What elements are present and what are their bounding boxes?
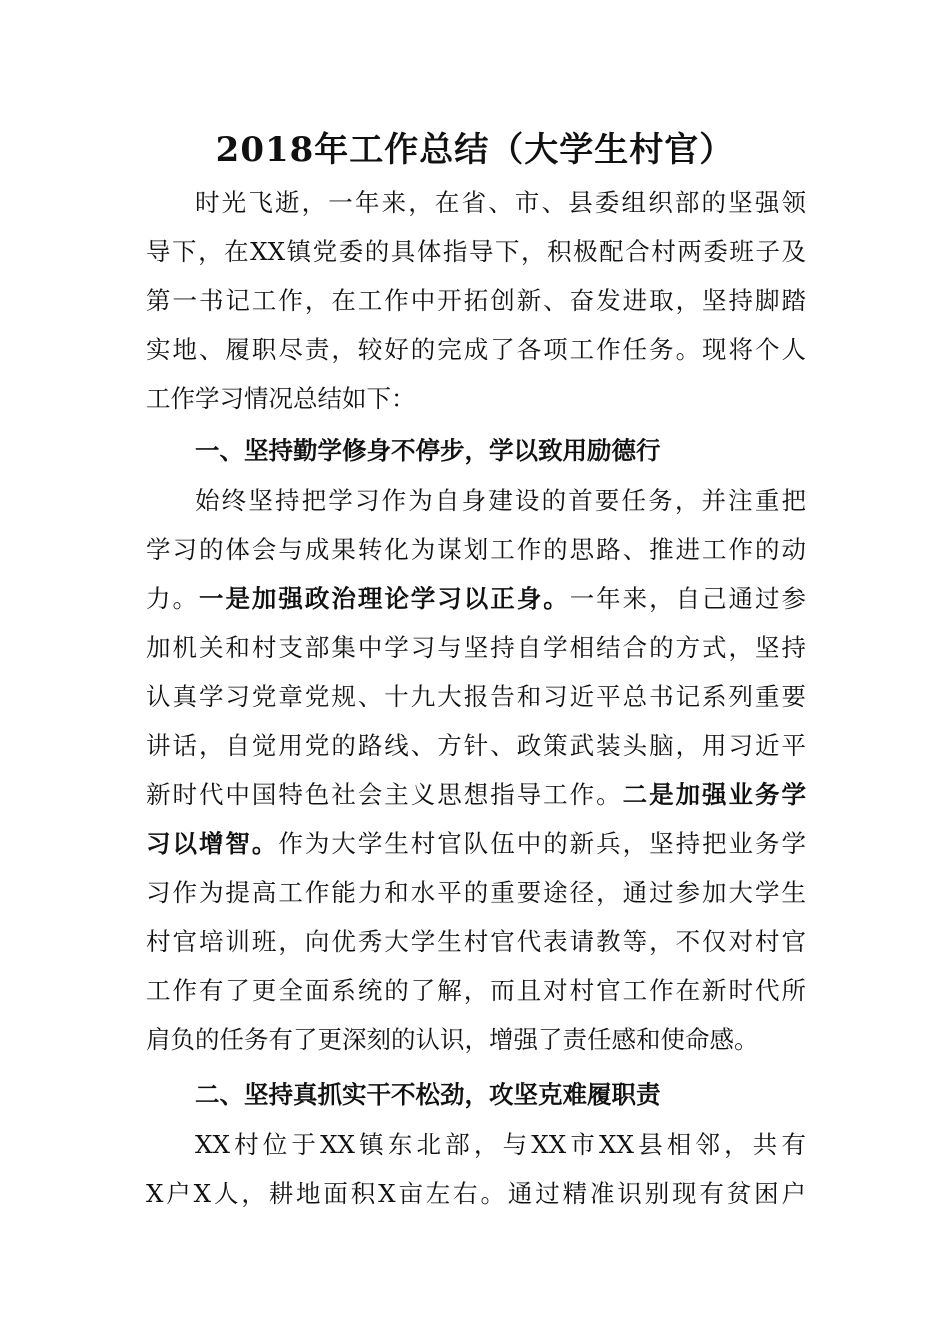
paragraph-line: 导下，在XX镇党委的具体指导下，积极配合村两委班子及	[146, 237, 806, 266]
paragraph-line: 村官培训班，向优秀大学生村官代表请教等，不仅对村官	[146, 927, 806, 956]
paragraph-line: 实地、履职尽责，较好的完成了各项工作任务。现将个人	[146, 335, 806, 364]
paragraph-line: X户X人，耕地面积X亩左右。通过精准识别现有贫困户	[146, 1179, 806, 1208]
text-run: 一年来，自己通过参	[569, 584, 807, 613]
section-heading-2: 二、坚持真抓实干不松劲，攻坚克难履职责	[195, 1080, 661, 1109]
section-heading-1: 一、坚持勤学修身不停步，学以致用励德行	[195, 436, 661, 465]
text-run: 作为大学生村官队伍中的新兵，坚持把业务学	[278, 829, 807, 858]
bold-text-run: 二是加强业务学	[622, 780, 806, 809]
text-run: 力。	[146, 584, 199, 613]
paragraph-line: 加机关和村支部集中学习与坚持自学相结合的方式，坚持	[146, 633, 806, 662]
paragraph-line: XX村位于XX镇东北部，与XX市XX县相邻，共有	[195, 1130, 806, 1159]
paragraph-line: 讲话，自觉用党的路线、方针、政策武装头脑，用习近平	[146, 731, 806, 760]
text-run: 新时代中国特色社会主义思想指导工作。	[146, 780, 623, 809]
bold-text-run: 一是加强政治理论学习以正身。	[198, 584, 570, 613]
paragraph-line: 始终坚持把学习作为自身建设的首要任务，并注重把	[195, 486, 806, 515]
document-title: 2018年工作总结（大学生村官）	[215, 130, 735, 170]
paragraph-line: 认真学习党章党规、十九大报告和习近平总书记系列重要	[146, 682, 806, 711]
paragraph-line: 第一书记工作，在工作中开拓创新、奋发进取，坚持脚踏	[146, 286, 806, 315]
paragraph-line: 工作有了更全面系统的了解，而且对村官工作在新时代所	[146, 976, 806, 1005]
paragraph-line: 工作学习情况总结如下：	[146, 384, 416, 413]
paragraph-line	[146, 574, 806, 623]
bold-text-run: 习以增智。	[146, 829, 279, 858]
paragraph-line: 肩负的任务有了更深刻的认识，增强了责任感和使命感。	[146, 1025, 759, 1054]
paragraph-line: 时光飞逝，一年来，在省、市、县委组织部的坚强领	[195, 188, 806, 217]
paragraph-line: 习作为提高工作能力和水平的重要途径，通过参加大学生	[146, 878, 806, 907]
paragraph-line	[146, 770, 806, 819]
paragraph-line	[146, 819, 806, 868]
paragraph-line: 学习的体会与成果转化为谋划工作的思路、推进工作的动	[146, 535, 806, 564]
